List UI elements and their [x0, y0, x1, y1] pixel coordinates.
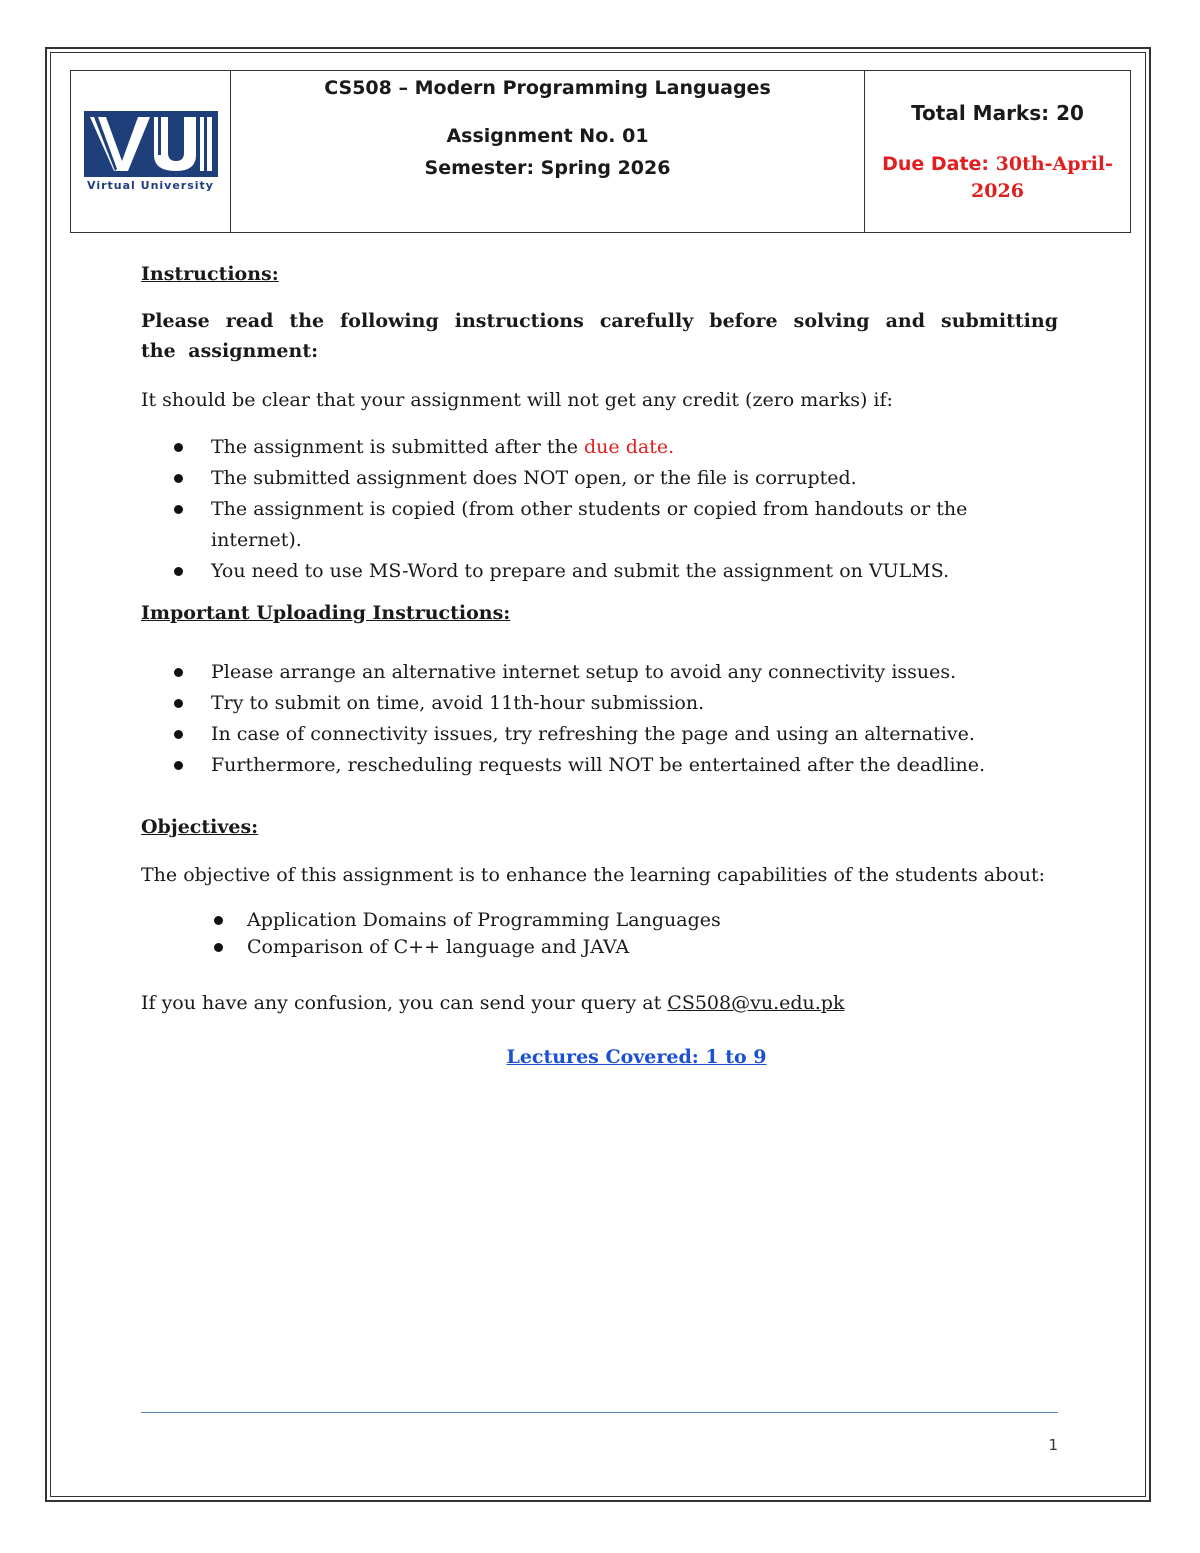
objectives-list	[141, 907, 1058, 961]
uploading-heading: Important Uploading Instructions:	[141, 602, 511, 624]
vu-logo-mark	[84, 111, 218, 177]
footer-divider	[141, 1412, 1058, 1413]
bullet-icon	[174, 761, 183, 770]
objectives-intro: The objective of this assignment is to enhance the learning capabilities of the students about:	[141, 864, 1046, 886]
list-item: Please arrange an alternative internet setup to avoid any connectivity issues.	[141, 657, 1058, 688]
instructions-list	[141, 432, 1058, 587]
list-item: Try to submit on time, avoid 11th-hour submission.	[141, 688, 1058, 719]
bullet-icon	[174, 474, 183, 483]
bullet-icon	[174, 443, 183, 452]
semester: Semester: Spring 2026	[424, 157, 671, 179]
list-item: Application Domains of Programming Languages	[141, 907, 1058, 934]
total-marks: Total Marks: 20	[911, 101, 1084, 125]
uploading-list	[141, 657, 1058, 781]
logo-subtitle: Virtual University	[87, 179, 214, 192]
course-title: CS508 – Modern Programming Languages	[324, 77, 771, 99]
credit-line: It should be clear that your assignment will not get any credit (zero marks) if:	[141, 389, 893, 411]
list-item: The submitted assignment does NOT open, or the file is corrupted.	[141, 463, 1058, 494]
bullet-icon	[174, 699, 183, 708]
bullet-icon	[174, 730, 183, 739]
logo-cell	[71, 71, 231, 232]
title-cell	[231, 71, 865, 232]
bullet-icon	[174, 567, 183, 576]
due-date	[865, 151, 1130, 205]
instructions-intro: Please read the following instructions carefully before solving and submitting the assignment:	[141, 310, 1058, 362]
due-date-label: Due Date:	[882, 153, 996, 175]
due-date-year: 2026	[971, 180, 1024, 202]
list-item: The assignment is copied (from other students or copied from handouts or the internet).	[141, 494, 1058, 556]
list-item: Furthermore, rescheduling requests will NOT be entertained after the deadline.	[141, 750, 1058, 781]
header-table	[70, 70, 1131, 233]
lectures-covered-link[interactable]: Lectures Covered: 1 to 9	[506, 1046, 767, 1068]
bullet-icon	[174, 505, 183, 514]
list-item: Comparison of C++ language and JAVA	[141, 934, 1058, 961]
email-link[interactable]: CS508@vu.edu.pk	[667, 992, 845, 1014]
bullet-icon	[214, 943, 223, 952]
list-item: You need to use MS-Word to prepare and submit the assignment on VULMS.	[141, 556, 1058, 587]
list-item: The assignment is submitted after the due date.	[141, 432, 1058, 463]
contact-line: If you have any confusion, you can send your query at CS508@vu.edu.pk	[141, 992, 845, 1014]
due-date-value: 30th-April-	[995, 153, 1113, 175]
due-date-highlight: due date.	[584, 436, 675, 458]
assignment-number: Assignment No. 01	[446, 125, 649, 147]
marks-cell	[865, 71, 1130, 232]
page-number: 1	[1048, 1436, 1058, 1454]
bullet-icon	[214, 916, 223, 925]
bullet-icon	[174, 668, 183, 677]
document-body	[141, 262, 1058, 1069]
vu-logo	[83, 111, 219, 192]
instructions-heading: Instructions:	[141, 263, 279, 285]
objectives-heading: Objectives:	[141, 816, 259, 838]
list-item: In case of connectivity issues, try refreshing the page and using an alternative.	[141, 719, 1058, 750]
